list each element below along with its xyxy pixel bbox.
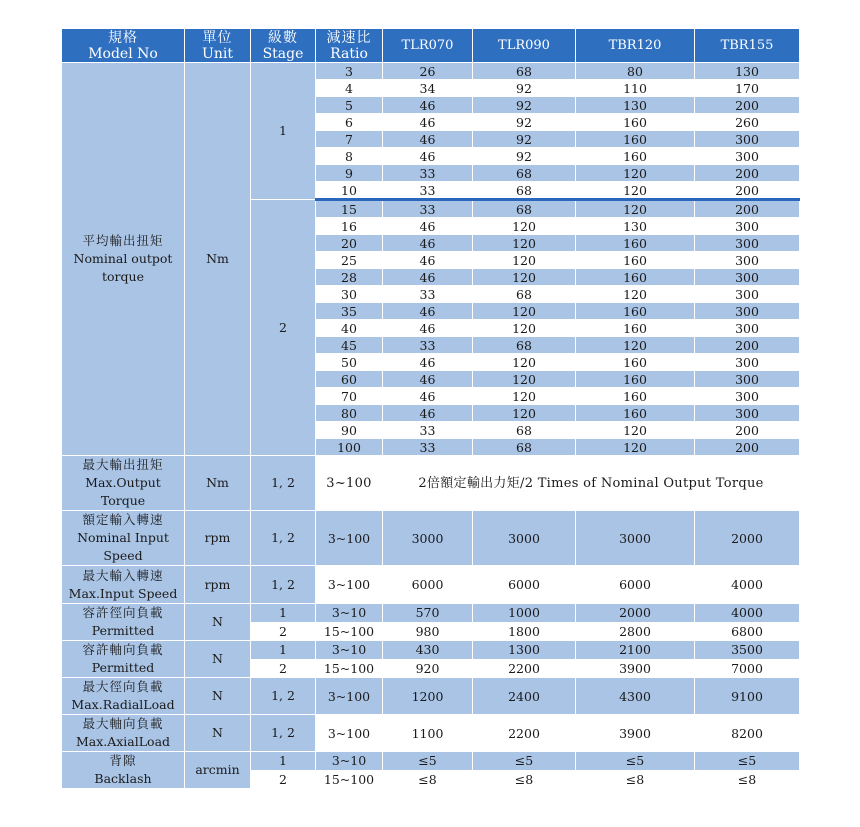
- value-cell: 160: [576, 131, 695, 148]
- ratio-cell: 6: [316, 114, 383, 131]
- value-cell: 3000: [473, 511, 576, 566]
- max-axial-stage: 1, 2: [251, 715, 316, 752]
- value-cell: 160: [576, 269, 695, 286]
- value-cell: 33: [383, 182, 473, 200]
- ratio-cell: 25: [316, 252, 383, 269]
- value-cell: 46: [383, 388, 473, 405]
- ratio-cell: 4: [316, 80, 383, 97]
- value-cell: 33: [383, 286, 473, 303]
- ratio-cell: 3~100: [316, 566, 383, 604]
- header-model-zh: 規格: [108, 29, 138, 46]
- value-cell: 300: [695, 252, 800, 269]
- value-cell: 300: [695, 320, 800, 337]
- ratio-cell: 3: [316, 63, 383, 80]
- value-cell: 46: [383, 235, 473, 252]
- value-cell: 200: [695, 97, 800, 114]
- ratio-cell: 3~100: [316, 678, 383, 715]
- value-cell: 33: [383, 422, 473, 439]
- stage-1-cell: 1: [251, 63, 316, 200]
- value-cell: 46: [383, 131, 473, 148]
- value-cell: 2000: [695, 511, 800, 566]
- ratio-cell: 70: [316, 388, 383, 405]
- value-cell: 92: [473, 131, 576, 148]
- value-cell: 46: [383, 371, 473, 388]
- value-cell: ≤8: [695, 770, 800, 789]
- value-cell: 1800: [473, 622, 576, 641]
- value-cell: 160: [576, 371, 695, 388]
- value-cell: ≤8: [473, 770, 576, 789]
- table-row: [62, 29, 800, 63]
- value-cell: 160: [576, 235, 695, 252]
- max-torque-ratio: 3~100: [316, 456, 383, 511]
- ratio-cell: 28: [316, 269, 383, 286]
- value-cell: 130: [576, 218, 695, 235]
- nominal-torque-label-en2: torque: [102, 269, 144, 284]
- value-cell: 9100: [695, 678, 800, 715]
- value-cell: 120: [576, 439, 695, 456]
- max-torque-value: 2倍額定輸出力矩/2 Times of Nominal Output Torque: [383, 456, 800, 511]
- value-cell: 120: [473, 405, 576, 422]
- header-unit-zh: 單位: [202, 29, 233, 46]
- stage-2-cell: 2: [251, 200, 316, 456]
- max-speed-unit: rpm: [185, 566, 251, 604]
- value-cell: 68: [473, 63, 576, 80]
- axial-load-label: [62, 641, 185, 678]
- value-cell: 570: [383, 604, 473, 623]
- value-cell: 120: [576, 182, 695, 200]
- max-radial-label-zh: 最大徑向負載: [82, 679, 164, 694]
- value-cell: 68: [473, 286, 576, 303]
- backlash-label-en1: Backlash: [94, 771, 152, 786]
- rated-speed-label-zh: 額定輸入轉速: [82, 512, 164, 527]
- value-cell: 120: [473, 235, 576, 252]
- ratio-cell: 50: [316, 354, 383, 371]
- value-cell: 300: [695, 148, 800, 165]
- value-cell: 120: [473, 218, 576, 235]
- value-cell: 300: [695, 235, 800, 252]
- max-speed-label: [62, 566, 185, 604]
- backlash-unit: arcmin: [185, 752, 251, 789]
- value-cell: 4000: [695, 566, 800, 604]
- value-cell: 1100: [383, 715, 473, 752]
- value-cell: 160: [576, 252, 695, 269]
- ratio-cell: 15~100: [316, 659, 383, 678]
- rated-speed-label-en1: Nominal Input: [77, 530, 169, 545]
- value-cell: 6000: [473, 566, 576, 604]
- header-stage-zh: 級數: [268, 29, 298, 46]
- value-cell: 300: [695, 371, 800, 388]
- rated-speed-unit: rpm: [185, 511, 251, 566]
- header-model-column: TBR120: [576, 29, 695, 63]
- table-row: [62, 456, 800, 511]
- value-cell: 92: [473, 114, 576, 131]
- max-torque-label-en2: Torque: [100, 493, 146, 508]
- value-cell: 92: [473, 148, 576, 165]
- value-cell: 26: [383, 63, 473, 80]
- stage-cell: 1: [251, 604, 316, 623]
- value-cell: 33: [383, 200, 473, 218]
- value-cell: 120: [576, 422, 695, 439]
- backlash-label: [62, 752, 185, 789]
- max-speed-stage: 1, 2: [251, 566, 316, 604]
- ratio-cell: 15~100: [316, 770, 383, 789]
- value-cell: 920: [383, 659, 473, 678]
- rated-speed-label: [62, 511, 185, 566]
- backlash-label-zh: 背隙: [109, 753, 137, 768]
- value-cell: 33: [383, 165, 473, 182]
- value-cell: 300: [695, 286, 800, 303]
- value-cell: 300: [695, 405, 800, 422]
- table-row: [62, 63, 800, 80]
- ratio-cell: 9: [316, 165, 383, 182]
- value-cell: 2200: [473, 659, 576, 678]
- value-cell: 46: [383, 354, 473, 371]
- max-torque-label-zh: 最大輸出扭矩: [82, 457, 164, 472]
- value-cell: 46: [383, 97, 473, 114]
- value-cell: 110: [576, 80, 695, 97]
- value-cell: 2100: [576, 641, 695, 660]
- table-row: [62, 604, 800, 623]
- max-torque-label: [62, 456, 185, 511]
- value-cell: 68: [473, 422, 576, 439]
- radial-load-label: [62, 604, 185, 641]
- nominal-torque-unit: Nm: [185, 63, 251, 456]
- ratio-cell: 8: [316, 148, 383, 165]
- value-cell: 160: [576, 114, 695, 131]
- value-cell: 2400: [473, 678, 576, 715]
- spec-table: [61, 28, 800, 789]
- value-cell: 300: [695, 354, 800, 371]
- value-cell: 300: [695, 131, 800, 148]
- value-cell: 160: [576, 354, 695, 371]
- table-row: [62, 678, 800, 715]
- value-cell: 2800: [576, 622, 695, 641]
- value-cell: ≤5: [576, 752, 695, 771]
- table-row: [62, 511, 800, 566]
- value-cell: 92: [473, 97, 576, 114]
- value-cell: 8200: [695, 715, 800, 752]
- value-cell: 120: [473, 371, 576, 388]
- value-cell: 120: [473, 269, 576, 286]
- value-cell: 33: [383, 439, 473, 456]
- nominal-torque-label: [62, 63, 185, 456]
- value-cell: 300: [695, 388, 800, 405]
- value-cell: 1300: [473, 641, 576, 660]
- value-cell: 160: [576, 320, 695, 337]
- stage-cell: 2: [251, 659, 316, 678]
- ratio-cell: 16: [316, 218, 383, 235]
- value-cell: 160: [576, 303, 695, 320]
- max-torque-unit: Nm: [185, 456, 251, 511]
- value-cell: 1200: [383, 678, 473, 715]
- value-cell: 3900: [576, 659, 695, 678]
- header-ratio-en: Ratio: [330, 45, 368, 62]
- ratio-cell: 7: [316, 131, 383, 148]
- ratio-cell: 40: [316, 320, 383, 337]
- stage-cell: 2: [251, 770, 316, 789]
- table-row: [62, 752, 800, 771]
- value-cell: 46: [383, 252, 473, 269]
- nominal-torque-label-en1: Nominal outpot: [73, 251, 173, 266]
- table-row: [62, 715, 800, 752]
- value-cell: 160: [576, 405, 695, 422]
- value-cell: 200: [695, 200, 800, 218]
- ratio-cell: 3~100: [316, 511, 383, 566]
- max-axial-label-en1: Max.AxialLoad: [75, 734, 171, 749]
- value-cell: 46: [383, 218, 473, 235]
- value-cell: 160: [576, 388, 695, 405]
- radial-load-label-en1: Permitted: [91, 623, 155, 638]
- value-cell: 300: [695, 218, 800, 235]
- axial-load-label-en1: Permitted: [91, 660, 155, 675]
- header-unit-en: Unit: [202, 45, 233, 62]
- ratio-cell: 3~10: [316, 752, 383, 771]
- max-speed-label-en1: Max.Input Speed: [68, 585, 178, 601]
- value-cell: 46: [383, 303, 473, 320]
- header-model-en: Model No: [88, 45, 158, 62]
- stage-cell: 1: [251, 752, 316, 771]
- value-cell: 68: [473, 439, 576, 456]
- value-cell: 980: [383, 622, 473, 641]
- value-cell: 80: [576, 63, 695, 80]
- value-cell: 120: [473, 354, 576, 371]
- value-cell: 120: [473, 388, 576, 405]
- ratio-cell: 100: [316, 439, 383, 456]
- value-cell: 68: [473, 165, 576, 182]
- value-cell: 120: [473, 303, 576, 320]
- ratio-cell: 15: [316, 200, 383, 218]
- nominal-torque-label-zh: 平均輸出扭矩: [82, 233, 164, 248]
- ratio-cell: 80: [316, 405, 383, 422]
- max-axial-label-zh: 最大軸向負載: [82, 716, 164, 731]
- value-cell: 68: [473, 337, 576, 354]
- max-axial-label: [62, 715, 185, 752]
- value-cell: 46: [383, 269, 473, 286]
- value-cell: 3900: [576, 715, 695, 752]
- max-speed-label-zh: 最大輸入轉速: [82, 567, 164, 583]
- value-cell: 430: [383, 641, 473, 660]
- value-cell: 2000: [576, 604, 695, 623]
- value-cell: 1000: [473, 604, 576, 623]
- value-cell: ≤8: [383, 770, 473, 789]
- value-cell: 33: [383, 337, 473, 354]
- header-unit: [185, 29, 251, 63]
- value-cell: 130: [576, 97, 695, 114]
- header-ratio: [316, 29, 383, 63]
- header-stage-en: Stage: [262, 45, 304, 62]
- value-cell: 3000: [383, 511, 473, 566]
- ratio-cell: 3~10: [316, 604, 383, 623]
- radial-load-label-zh: 容許徑向負載: [82, 605, 164, 620]
- value-cell: 130: [695, 63, 800, 80]
- value-cell: 300: [695, 269, 800, 286]
- axial-load-unit: N: [185, 641, 251, 678]
- value-cell: 260: [695, 114, 800, 131]
- ratio-cell: 15~100: [316, 622, 383, 641]
- value-cell: 120: [576, 165, 695, 182]
- table-row: [62, 641, 800, 660]
- value-cell: 6800: [695, 622, 800, 641]
- value-cell: ≤8: [576, 770, 695, 789]
- value-cell: ≤5: [383, 752, 473, 771]
- value-cell: 200: [695, 439, 800, 456]
- header-ratio-zh: 減速比: [326, 29, 372, 46]
- value-cell: 200: [695, 422, 800, 439]
- stage-cell: 1: [251, 641, 316, 660]
- value-cell: 68: [473, 200, 576, 218]
- header-model-column: TLR090: [473, 29, 576, 63]
- value-cell: 46: [383, 148, 473, 165]
- max-torque-stage: 1, 2: [251, 456, 316, 511]
- table-row: [62, 566, 800, 604]
- header-model: [62, 29, 185, 63]
- axial-load-label-zh: 容許軸向負載: [82, 642, 164, 657]
- max-axial-unit: N: [185, 715, 251, 752]
- radial-load-unit: N: [185, 604, 251, 641]
- value-cell: 200: [695, 182, 800, 200]
- ratio-cell: 20: [316, 235, 383, 252]
- ratio-cell: 45: [316, 337, 383, 354]
- value-cell: 7000: [695, 659, 800, 678]
- stage-cell: 2: [251, 622, 316, 641]
- value-cell: 68: [473, 182, 576, 200]
- ratio-cell: 10: [316, 182, 383, 200]
- value-cell: 120: [473, 320, 576, 337]
- rated-speed-stage: 1, 2: [251, 511, 316, 566]
- value-cell: ≤5: [473, 752, 576, 771]
- ratio-cell: 5: [316, 97, 383, 114]
- max-radial-label: [62, 678, 185, 715]
- value-cell: ≤5: [695, 752, 800, 771]
- value-cell: 46: [383, 405, 473, 422]
- value-cell: 4300: [576, 678, 695, 715]
- max-torque-label-en1: Max.Output: [85, 475, 161, 490]
- max-radial-label-en1: Max.RadialLoad: [71, 697, 175, 712]
- value-cell: 120: [576, 286, 695, 303]
- value-cell: 2200: [473, 715, 576, 752]
- value-cell: 34: [383, 80, 473, 97]
- max-radial-stage: 1, 2: [251, 678, 316, 715]
- value-cell: 46: [383, 114, 473, 131]
- value-cell: 46: [383, 320, 473, 337]
- value-cell: 200: [695, 165, 800, 182]
- value-cell: 3500: [695, 641, 800, 660]
- value-cell: 300: [695, 303, 800, 320]
- value-cell: 6000: [576, 566, 695, 604]
- value-cell: 120: [473, 252, 576, 269]
- header-stage: [251, 29, 316, 63]
- header-model-column: TBR155: [695, 29, 800, 63]
- value-cell: 120: [576, 337, 695, 354]
- ratio-cell: 30: [316, 286, 383, 303]
- value-cell: 4000: [695, 604, 800, 623]
- ratio-cell: 3~10: [316, 641, 383, 660]
- max-radial-unit: N: [185, 678, 251, 715]
- ratio-cell: 35: [316, 303, 383, 320]
- value-cell: 3000: [576, 511, 695, 566]
- ratio-cell: 3~100: [316, 715, 383, 752]
- value-cell: 92: [473, 80, 576, 97]
- ratio-cell: 60: [316, 371, 383, 388]
- header-model-column: TLR070: [383, 29, 473, 63]
- value-cell: 6000: [383, 566, 473, 604]
- ratio-cell: 90: [316, 422, 383, 439]
- rated-speed-label-en2: Speed: [103, 548, 143, 563]
- value-cell: 120: [576, 200, 695, 218]
- value-cell: 170: [695, 80, 800, 97]
- value-cell: 160: [576, 148, 695, 165]
- value-cell: 200: [695, 337, 800, 354]
